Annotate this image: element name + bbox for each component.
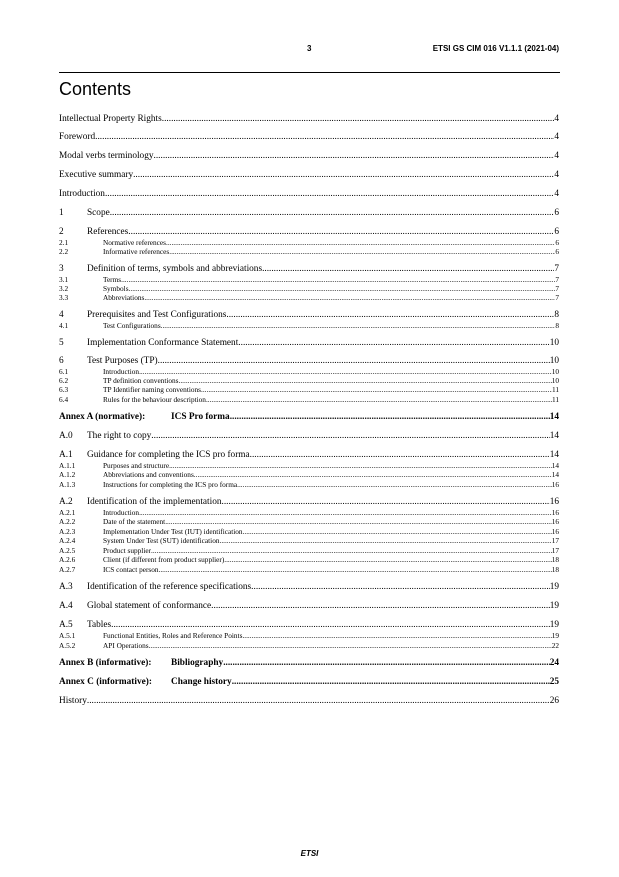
toc-entry-page: 14 [549,412,559,422]
toc-leader-dots [230,412,550,422]
toc-entry[interactable] [59,412,559,422]
toc-entry-page: 16 [551,508,559,517]
toc-entry-page: 8 [555,321,559,330]
page-number: 3 [307,44,312,53]
toc-entry[interactable] [59,470,559,479]
toc-entry[interactable] [59,497,559,507]
toc-entry-title: Rules for the behaviour description [103,395,206,404]
toc-entry[interactable] [59,132,559,142]
toc-entry-number: 2.1 [59,238,69,247]
toc-entry-number: A.4 [59,601,73,611]
toc-entry-number: 3 [59,264,64,274]
toc-entry-page: 14 [549,450,559,460]
toc-entry[interactable] [59,395,559,404]
toc-entry-page: 26 [549,696,559,706]
toc-entry-title: Foreword [59,132,96,142]
toc-entry-title: Informative references [103,247,170,256]
toc-annex-label: Annex B (informative): [59,658,152,668]
toc-entry[interactable] [59,536,559,545]
toc-entry-page: 16 [551,480,559,489]
toc-entry-title: Introduction [103,367,140,376]
toc-entry[interactable] [59,238,559,247]
toc-leader-dots [220,536,552,545]
toc-entry-title: Abbreviations and conventions [103,470,194,479]
toc-leader-dots [238,338,549,348]
toc-entry[interactable] [59,227,559,237]
toc-entry-title: Client (if different from product supplier) [103,555,225,564]
toc-entry[interactable] [59,555,559,564]
toc-leader-dots [159,565,552,574]
toc-entry-page: 16 [549,497,559,507]
toc-entry-page: 19 [549,601,559,611]
toc-entry-title: ICS contact person [103,565,159,574]
toc-entry[interactable] [59,601,559,611]
toc-entry-title: Abbreviations [103,293,145,302]
toc-entry-number: A.1 [59,450,73,460]
toc-leader-dots [87,696,550,706]
toc-entry-number: A.1.3 [59,480,76,489]
toc-leader-dots [133,170,554,180]
toc-entry-title: References [87,227,129,237]
toc-entry-number: A.5.2 [59,641,76,650]
toc-entry[interactable] [59,356,559,366]
toc-entry-number: A.5.1 [59,631,76,640]
toc-entry-number: A.5 [59,620,73,630]
toc-leader-dots [211,601,550,611]
toc-entry-number: 1 [59,208,64,218]
toc-entry-number: 3.2 [59,284,69,293]
toc-entry-page: 19 [549,582,559,592]
toc-entry-number: A.2.5 [59,546,76,555]
toc-entry[interactable] [59,264,559,274]
toc-entry-page: 4 [554,132,559,142]
toc-entry-number: 4.1 [59,321,69,330]
toc-entry-title: Executive summary [59,170,134,180]
toc-entry[interactable] [59,480,559,489]
toc-entry-page: 11 [551,395,559,404]
toc-leader-dots [95,132,554,142]
toc-entry-page: 4 [554,189,559,199]
toc-entry-title: History [59,696,87,706]
toc-entry-title: Modal verbs terminology [59,151,154,161]
toc-entry-title: TP definition conventions [103,376,179,385]
toc-entry[interactable] [59,631,559,640]
toc-entry-page: 14 [551,470,559,479]
toc-entry-number: A.0 [59,431,73,441]
toc-entry-page: 7 [555,275,559,284]
toc-entry[interactable] [59,696,559,706]
toc-entry-page: 18 [551,565,559,574]
contents-title: Contents [59,79,132,99]
toc-entry-number: 6 [59,356,64,366]
toc-entry-number: 6.3 [59,385,69,394]
toc-entry-page: 8 [554,310,559,320]
toc-entry-page: 6 [554,208,559,218]
toc-entry-title: Normative references [103,238,166,247]
toc-entry-number: 5 [59,338,64,348]
toc-entry-number: A.2.7 [59,565,76,574]
toc-entry-page: 4 [554,114,559,124]
toc-entry-number: 6.2 [59,376,69,385]
toc-entry[interactable] [59,582,559,592]
toc-entry-page: 16 [551,517,559,526]
toc-entry-title: Introduction [59,189,105,199]
toc-leader-dots [144,293,555,302]
toc-entry[interactable] [59,367,559,376]
toc-annex-label: Annex C (informative): [59,677,152,687]
toc-leader-dots [162,114,555,124]
toc-entry[interactable] [59,247,559,256]
toc-entry-page: 7 [555,284,559,293]
toc-entry-title: Product supplier [103,546,152,555]
toc-annex-label: Annex A (normative): [59,412,146,422]
toc-entry-title: Implementation Under Test (IUT) identification [103,527,243,536]
toc-entry-title: Functional Entities, Roles and Reference Points [103,631,243,640]
toc-entry[interactable] [59,170,559,180]
header-rule [59,72,560,73]
toc-entry-number: A.2.6 [59,555,76,564]
toc-leader-dots [194,470,552,479]
toc-entry-page: 4 [554,151,559,161]
toc-entry-title: The right to copy [87,431,152,441]
toc-entry-page: 17 [551,536,559,545]
toc-leader-dots [222,497,550,507]
toc-entry-page: 22 [551,641,559,650]
toc-entry[interactable] [59,517,559,526]
toc-entry-title: Change history [171,677,232,687]
toc-leader-dots [158,356,550,366]
toc-entry[interactable] [59,338,559,348]
toc-leader-dots [201,385,552,394]
toc-entry-title: Implementation Conformance Statement [87,338,239,348]
toc-entry[interactable] [59,376,559,385]
toc-entry-number: A.1.1 [59,461,76,470]
toc-leader-dots [232,677,550,687]
toc-entry-title: Identification of the implementation [87,497,222,507]
toc-entry-title: Identification of the reference specifications [87,582,252,592]
toc-entry-title: Test Configurations [103,321,161,330]
toc-entry[interactable] [59,385,559,394]
toc-entry-number: 3.1 [59,275,69,284]
toc-entry-number: 3.3 [59,293,69,302]
toc-entry-page: 6 [555,247,559,256]
toc-entry-number: A.2 [59,497,73,507]
toc-leader-dots [111,620,550,630]
toc-leader-dots [151,431,549,441]
toc-entry-number: A.2.4 [59,536,76,545]
toc-leader-dots [223,658,550,668]
toc-entry-page: 6 [555,238,559,247]
toc-entry[interactable] [59,293,559,302]
toc-leader-dots [110,208,555,218]
toc-leader-dots [169,461,552,470]
toc-entry-number: A.2.3 [59,527,76,536]
toc-entry-title: Guidance for completing the ICS pro forma [87,450,250,460]
toc-entry-page: 14 [549,431,559,441]
toc-entry[interactable] [59,658,559,668]
toc-entry-number: 4 [59,310,64,320]
page-footer: ETSI [300,849,319,858]
toc-entry-page: 4 [554,170,559,180]
toc-entry-number: 6.1 [59,367,69,376]
toc-entry-title: Prerequisites and Test Configurations [87,310,227,320]
toc-entry-page: 7 [554,264,559,274]
toc-leader-dots [166,238,555,247]
toc-leader-dots [242,631,551,640]
toc-entry[interactable] [59,677,559,687]
toc-entry[interactable] [59,321,559,330]
toc-entry-page: 24 [549,658,559,668]
toc-entry-title: Instructions for completing the ICS pro forma [103,480,238,489]
toc-leader-dots [105,189,554,199]
toc-entry-title: API Operations [103,641,149,650]
toc-entry-number: 6.4 [59,395,69,404]
toc-entry-page: 19 [549,620,559,630]
toc-entry[interactable] [59,508,559,517]
toc-entry-title: System Under Test (SUT) identification [103,536,220,545]
toc-entry[interactable] [59,641,559,650]
toc-leader-dots [161,321,556,330]
toc-leader-dots [139,508,552,517]
toc-entry-title: Scope [87,208,110,218]
toc-leader-dots [129,284,556,293]
toc-entry[interactable] [59,275,559,284]
toc-entry[interactable] [59,565,559,574]
toc-entry-page: 19 [551,631,559,640]
toc-leader-dots [179,376,552,385]
toc-leader-dots [251,582,550,592]
toc-entry-page: 11 [551,385,559,394]
toc-leader-dots [224,555,551,564]
toc-entry-page: 10 [551,376,559,385]
toc-entry[interactable] [59,284,559,293]
toc-entry-page: 16 [551,527,559,536]
toc-entry-number: 2 [59,227,64,237]
toc-entry-number: A.2.1 [59,508,76,517]
toc-entry-page: 7 [555,293,559,302]
toc-entry-title: Definition of terms, symbols and abbreviations [87,264,263,274]
toc-leader-dots [149,641,552,650]
toc-leader-dots [262,264,554,274]
toc-entry-title: Symbols [103,284,129,293]
document-id: ETSI GS CIM 016 V1.1.1 (2021-04) [432,44,559,53]
toc-leader-dots [128,227,554,237]
toc-entry-title: Date of the statement [103,517,166,526]
toc-leader-dots [237,480,552,489]
toc-entry-title: Purposes and structure [103,461,170,470]
toc-entry-page: 14 [551,461,559,470]
toc-leader-dots [151,546,552,555]
toc-leader-dots [165,517,552,526]
toc-entry-number: 2.2 [59,247,69,256]
toc-entry-title: Intellectual Property Rights [59,114,162,124]
toc-entry-number: A.2.2 [59,517,76,526]
toc-entry-page: 10 [551,367,559,376]
toc-leader-dots [250,450,550,460]
toc-entry-number: A.1.2 [59,470,76,479]
toc-entry[interactable] [59,151,559,161]
toc-entry[interactable] [59,546,559,555]
toc-entry-title: Global statement of conformance [87,601,212,611]
toc-entry[interactable] [59,461,559,470]
toc-entry-page: 6 [554,227,559,237]
toc-entry[interactable] [59,114,559,124]
toc-entry-title: Tables [87,620,112,630]
page-header [59,44,559,58]
toc-entry-page: 17 [551,546,559,555]
toc-entry-title: Terms [103,275,122,284]
toc-entry[interactable] [59,431,559,441]
toc-entry-page: 18 [551,555,559,564]
toc-leader-dots [226,310,554,320]
toc-entry-title: Introduction [103,508,140,517]
toc-entry-page: 10 [549,338,559,348]
toc-entry[interactable] [59,450,559,460]
toc-entry-title: Test Purposes (TP) [87,356,158,366]
toc-entry[interactable] [59,527,559,536]
toc-entry-title: TP Identifier naming conventions [103,385,202,394]
toc-leader-dots [206,395,552,404]
toc-entry[interactable] [59,310,559,320]
toc-entry-number: A.3 [59,582,73,592]
toc-leader-dots [121,275,555,284]
toc-entry[interactable] [59,189,559,199]
toc-leader-dots [169,247,555,256]
toc-entry-page: 25 [549,677,559,687]
toc-entry[interactable] [59,208,559,218]
toc-leader-dots [154,151,555,161]
toc-entry-page: 10 [549,356,559,366]
toc-leader-dots [139,367,552,376]
toc-entry-title: ICS Pro forma [171,412,230,422]
toc-entry-title: Bibliography [171,658,224,668]
toc-entry[interactable] [59,620,559,630]
toc-leader-dots [243,527,552,536]
